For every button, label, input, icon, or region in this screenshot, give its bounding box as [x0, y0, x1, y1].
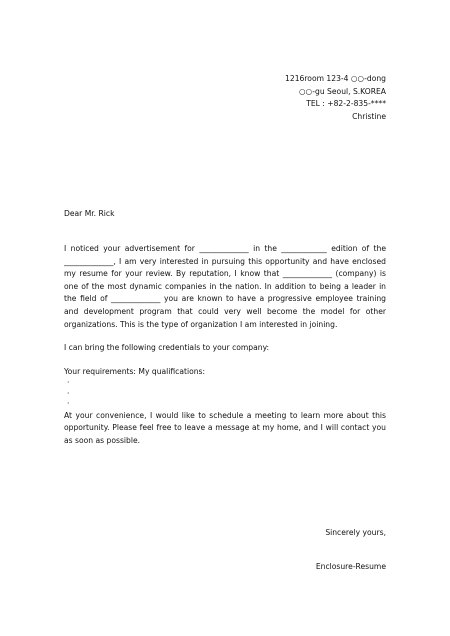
meeting-paragraph: At your convenience, I would like to schedule a meeting to learn more about this opportunity. Please feel free to leave a message at my home, and I will contact you as soon as possible. [64, 410, 386, 446]
sender-address-block [285, 73, 386, 123]
requirements-line: Your requirements: My qualifications: [64, 366, 206, 376]
letter-body [64, 243, 386, 448]
sender-name: Christine [352, 111, 386, 121]
opening-paragraph: I noticed your advertisement for _____________ in the ____________ edition of the _____________, I am very interested in pursuing this opportunity and have enclosed my resume for your review. By reputation, I know that _____________ (company) is one of the most dynamic companies in the nation. In addition to being a leader in the field of _____________ you are known to have a progressive employee training and development program that could very well become the model for other organizations. This is the type of organization I am interested in joining. [64, 244, 386, 329]
bullet-item: · [67, 378, 70, 388]
paragraph-spacer [64, 355, 386, 366]
paragraph-spacer [64, 331, 386, 342]
salutation: Dear Mr. Rick [64, 209, 115, 218]
sender-phone-line: TEL : +82-2-835-**** [306, 99, 386, 108]
sender-city-line: ○○-gu Seoul, S.KOREA [299, 86, 386, 96]
bullet-item: · [67, 399, 70, 409]
sender-address-line: 1216room 123-4 ○○-dong [285, 74, 386, 83]
credentials-intro: I can bring the following credentials to your company: [64, 343, 270, 353]
enclosure-line: Enclosure-Resume [315, 562, 386, 571]
closing-line: Sincerely yours, [325, 528, 386, 537]
bullet-item: · [67, 388, 70, 398]
